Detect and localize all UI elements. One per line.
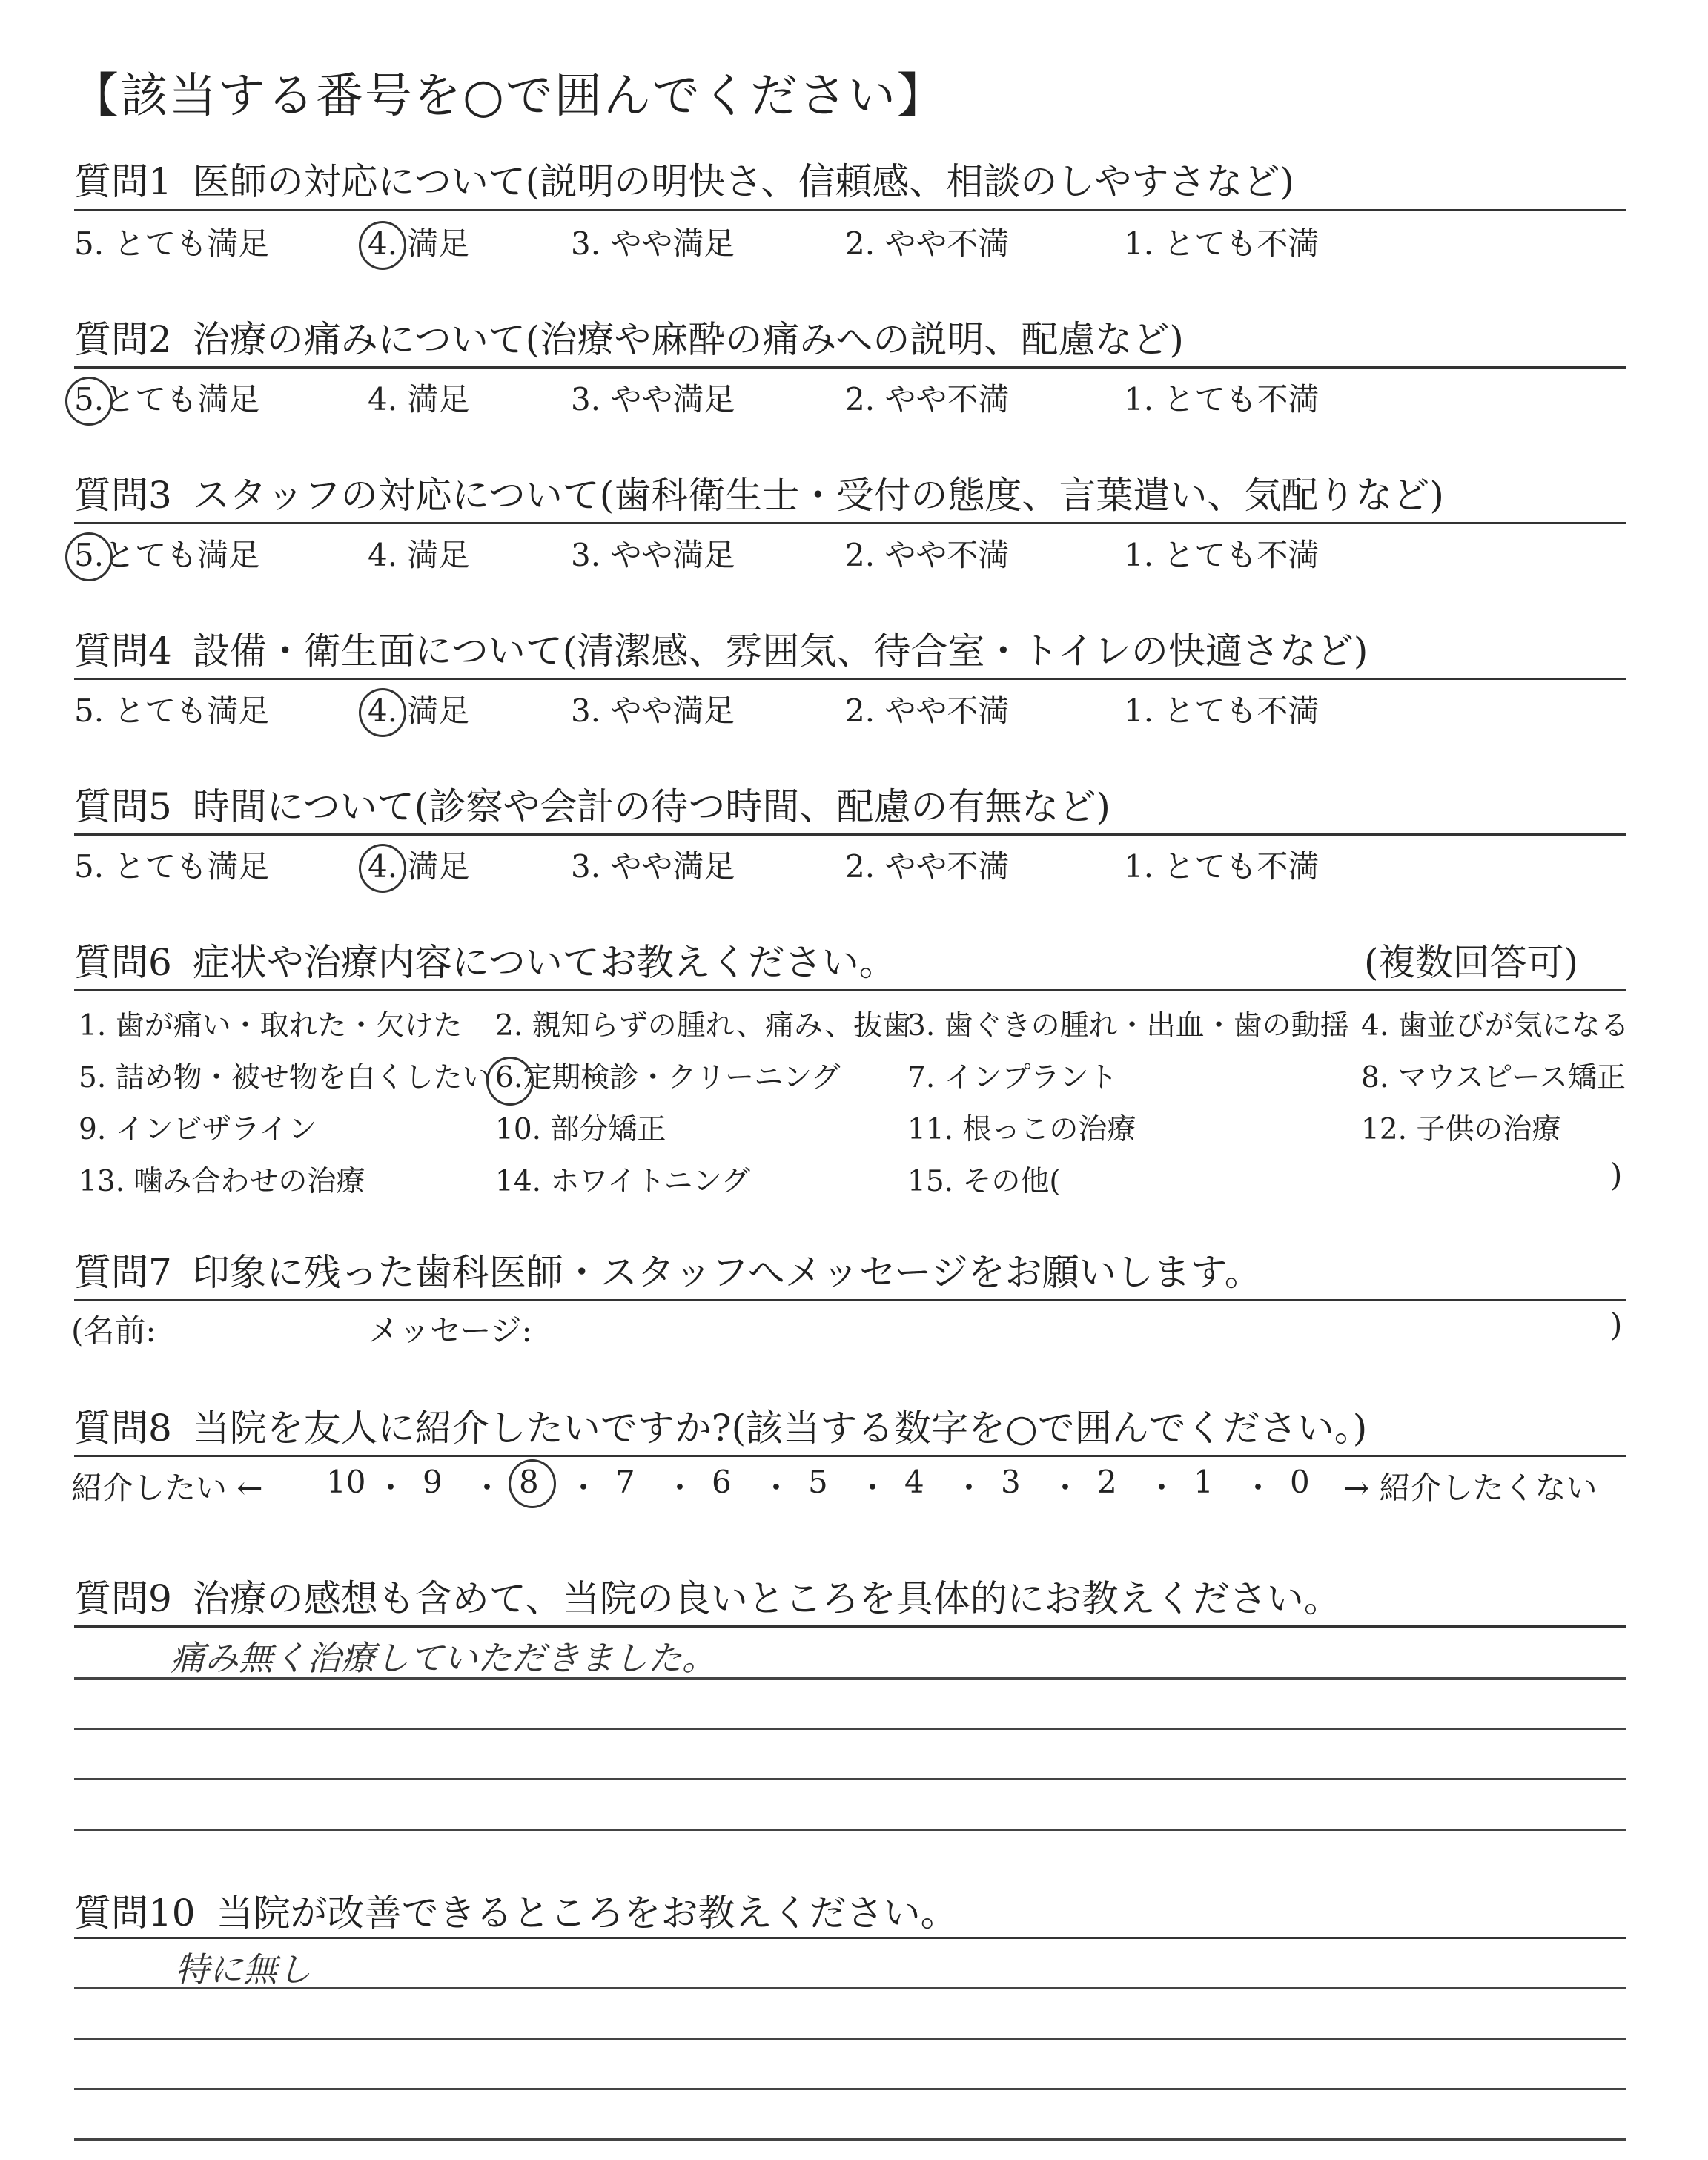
- q8-score-7[interactable]: 7: [615, 1464, 635, 1500]
- q8-score-8[interactable]: 8: [519, 1464, 539, 1500]
- page-header: 【該当する番号を○で囲んでください】: [71, 69, 946, 124]
- q8-right-label: → 紹介したくない: [1343, 1470, 1598, 1506]
- q2-text: 治療の痛みについて(治療や麻酔の痛みへの説明、配慮など): [192, 318, 1184, 361]
- q6-selected-number: 6.: [495, 1061, 523, 1094]
- selection-circle: [65, 532, 113, 581]
- q9-writing-line: [74, 1829, 1626, 1831]
- q5-rule: [74, 833, 1626, 836]
- q10-rule: [74, 1937, 1626, 1939]
- q6-number: 質問6: [74, 941, 172, 984]
- q1-number: 質問1: [74, 160, 172, 203]
- q6-note: (複数回答可): [1364, 941, 1579, 984]
- q1-option-5[interactable]: 5. とても満足: [74, 225, 270, 262]
- q6-rule: [74, 989, 1626, 991]
- q8-separator-dot: ・: [1050, 1470, 1082, 1506]
- q8-left-label: 紹介したい ←: [71, 1470, 263, 1506]
- q6-option-8[interactable]: 8. マウスピース矯正: [1361, 1061, 1626, 1094]
- q1-option-4[interactable]: [368, 219, 469, 264]
- q8-separator-dot: ・: [568, 1470, 600, 1506]
- q9-writing-line: [74, 1778, 1626, 1780]
- q8-rule: [74, 1455, 1626, 1457]
- q2-selected-number: 5.: [74, 381, 104, 417]
- q3-title: [74, 466, 1444, 519]
- q9-number: 質問9: [74, 1577, 172, 1620]
- q6-other-close: ): [1610, 1157, 1623, 1193]
- q6-option-5[interactable]: 5. 詰め物・被せ物を白くしたい: [79, 1061, 491, 1094]
- selection-circle: [65, 377, 113, 426]
- q6-option-4[interactable]: 4. 歯並びが気になる: [1361, 1009, 1629, 1043]
- q2-option-3[interactable]: 3. やや満足: [571, 381, 735, 417]
- q3-selected-number: 5.: [74, 537, 104, 573]
- q4-title: [74, 621, 1368, 675]
- q4-option-4-label: 満足: [407, 693, 470, 729]
- q10-writing-line: [74, 2088, 1626, 2090]
- selection-circle: [359, 688, 406, 737]
- q8-score-2[interactable]: 2: [1097, 1464, 1117, 1500]
- q8-separator-dot: ・: [857, 1470, 889, 1506]
- q6-option-12[interactable]: 12. 子供の治療: [1361, 1113, 1561, 1146]
- q4-text: 設備・衛生面について(清潔感、雰囲気、待合室・トイレの快適さなど): [192, 630, 1368, 673]
- q9-title: [74, 1569, 1341, 1622]
- q6-title: [74, 933, 896, 986]
- q8-score-0[interactable]: 0: [1290, 1464, 1310, 1500]
- q7-number: 質問7: [74, 1251, 172, 1294]
- q8-separator-dot: ・: [375, 1470, 407, 1506]
- q6-option-9[interactable]: 9. インビザライン: [79, 1113, 317, 1146]
- q8-score-1[interactable]: 1: [1194, 1464, 1214, 1500]
- q7-title: [74, 1243, 1262, 1296]
- q5-option-4-label: 満足: [407, 848, 470, 885]
- q5-option-4[interactable]: [368, 842, 469, 887]
- q6-option-13[interactable]: 13. 噛み合わせの治療: [79, 1165, 365, 1198]
- selection-circle: [509, 1459, 556, 1508]
- q9-writing-line: [74, 1677, 1626, 1680]
- q9-writing-line: [74, 1728, 1626, 1730]
- q9-text: 治療の感想も含めて、当院の良いところを具体的にお教えください。: [192, 1577, 1341, 1620]
- q6-option-10[interactable]: 10. 部分矯正: [495, 1113, 666, 1146]
- q4-selected-number: 4.: [368, 693, 397, 729]
- q2-rule: [74, 366, 1626, 369]
- q2-option-4[interactable]: 4. 満足: [368, 381, 470, 417]
- q2-option-2[interactable]: 2. やや不満: [845, 381, 1010, 417]
- q6-text: 症状や治療内容についてお教えください。: [192, 941, 896, 984]
- q8-separator-dot: ・: [1146, 1470, 1178, 1506]
- selection-circle: [486, 1057, 534, 1106]
- q3-option-4[interactable]: 4. 満足: [368, 537, 470, 573]
- q2-option-5-label: とても満足: [104, 381, 260, 417]
- q10-answer[interactable]: 特に無し: [175, 1949, 311, 1989]
- q7-name-label[interactable]: (名前:: [71, 1312, 156, 1349]
- q1-text: 医師の対応について(説明の明快さ、信頼感、相談のしやすさなど): [192, 160, 1294, 203]
- q3-text: スタッフの対応について(歯科衛生士・受付の態度、言葉遣い、気配りなど): [192, 474, 1444, 517]
- q3-number: 質問3: [74, 474, 172, 517]
- q2-number: 質問2: [74, 318, 172, 361]
- q7-message-label[interactable]: メッセージ:: [368, 1312, 532, 1349]
- q8-score-5[interactable]: 5: [808, 1464, 828, 1500]
- q7-close: ): [1610, 1307, 1623, 1343]
- selection-circle: [359, 844, 406, 893]
- q6-option-7[interactable]: 7. インプラント: [907, 1061, 1118, 1094]
- q3-option-5-label: とても満足: [104, 537, 260, 573]
- q2-option-5[interactable]: [74, 375, 259, 420]
- q8-separator-dot: ・: [471, 1470, 503, 1506]
- q6-option-1[interactable]: 1. 歯が痛い・取れた・欠けた: [79, 1009, 463, 1043]
- q8-score-9[interactable]: 9: [423, 1464, 443, 1500]
- selection-circle: [359, 221, 406, 270]
- q4-number: 質問4: [74, 630, 172, 673]
- q10-number: 質問10: [74, 1892, 196, 1935]
- q8-score-10[interactable]: 10: [326, 1464, 366, 1500]
- q8-text: 当院を友人に紹介したいですか?(該当する数字を○で囲んでください。): [192, 1407, 1368, 1450]
- q3-option-3[interactable]: 3. やや満足: [571, 537, 735, 573]
- q6-option-6[interactable]: [495, 1054, 840, 1096]
- q9-rule: [74, 1625, 1626, 1628]
- q10-text: 当院が改善できるところをお教えください。: [216, 1892, 958, 1935]
- q5-number: 質問5: [74, 785, 172, 828]
- q3-option-1[interactable]: 1. とても不満: [1124, 537, 1320, 573]
- q5-title: [74, 777, 1110, 830]
- q6-option-14[interactable]: 14. ホワイトニング: [495, 1165, 750, 1198]
- q8-number: 質問8: [74, 1407, 172, 1450]
- q8-separator-dot: ・: [664, 1470, 696, 1506]
- q5-selected-number: 4.: [368, 848, 397, 885]
- q2-title: [74, 310, 1184, 363]
- q8-score-6[interactable]: 6: [712, 1464, 732, 1500]
- q5-option-3[interactable]: 3. やや満足: [571, 848, 735, 885]
- q4-option-1[interactable]: 1. とても不満: [1124, 693, 1320, 729]
- q4-option-5[interactable]: 5. とても満足: [74, 693, 270, 729]
- q8-separator-dot: ・: [953, 1470, 985, 1506]
- q8-separator-dot: ・: [761, 1470, 792, 1506]
- q10-writing-line: [74, 2138, 1626, 2141]
- q9-answer[interactable]: 痛み無く治療していただきました。: [171, 1638, 716, 1678]
- q4-option-2[interactable]: 2. やや不満: [845, 693, 1010, 729]
- q6-option-11[interactable]: 11. 根っこの治療: [907, 1113, 1136, 1146]
- q8-separator-dot: ・: [1242, 1470, 1274, 1506]
- q3-rule: [74, 522, 1626, 524]
- q8-title: [74, 1398, 1367, 1452]
- q10-title: [74, 1883, 958, 1937]
- q10-writing-line: [74, 1987, 1626, 1989]
- q1-option-4-label: 満足: [407, 225, 470, 262]
- q4-rule: [74, 678, 1626, 680]
- q1-option-3[interactable]: 3. やや満足: [571, 225, 735, 262]
- q2-option-1[interactable]: 1. とても不満: [1124, 381, 1320, 417]
- q5-option-5[interactable]: 5. とても満足: [74, 848, 270, 885]
- q5-option-1[interactable]: 1. とても不満: [1124, 848, 1320, 885]
- q1-selected-number: 4.: [368, 225, 397, 262]
- q10-writing-line: [74, 2038, 1626, 2040]
- q4-option-3[interactable]: 3. やや満足: [571, 693, 735, 729]
- q3-option-2[interactable]: 2. やや不満: [845, 537, 1010, 573]
- q1-title: [74, 152, 1294, 205]
- q8-score-3[interactable]: 3: [1001, 1464, 1021, 1500]
- q1-rule: [74, 209, 1626, 211]
- q1-option-2[interactable]: 2. やや不満: [845, 225, 1010, 262]
- q6-option-2[interactable]: 2. 親知らずの腫れ、痛み、抜歯: [495, 1009, 912, 1043]
- q6-option-3[interactable]: 3. 歯ぐきの腫れ・出血・歯の動揺: [907, 1009, 1349, 1043]
- q5-option-2[interactable]: 2. やや不満: [845, 848, 1010, 885]
- q7-rule: [74, 1299, 1626, 1301]
- q6-option-15[interactable]: 15. その他(: [907, 1165, 1061, 1198]
- q4-option-4[interactable]: [368, 687, 469, 731]
- q3-option-5[interactable]: [74, 531, 259, 575]
- q5-text: 時間について(診察や会計の待つ時間、配慮の有無など): [192, 785, 1110, 828]
- q7-text: 印象に残った歯科医師・スタッフへメッセージをお願いします。: [192, 1251, 1262, 1294]
- q6-option-6-label: 定期検診・クリーニング: [523, 1061, 841, 1094]
- q8-score-4[interactable]: 4: [904, 1464, 924, 1500]
- q1-option-1[interactable]: 1. とても不満: [1124, 225, 1320, 262]
